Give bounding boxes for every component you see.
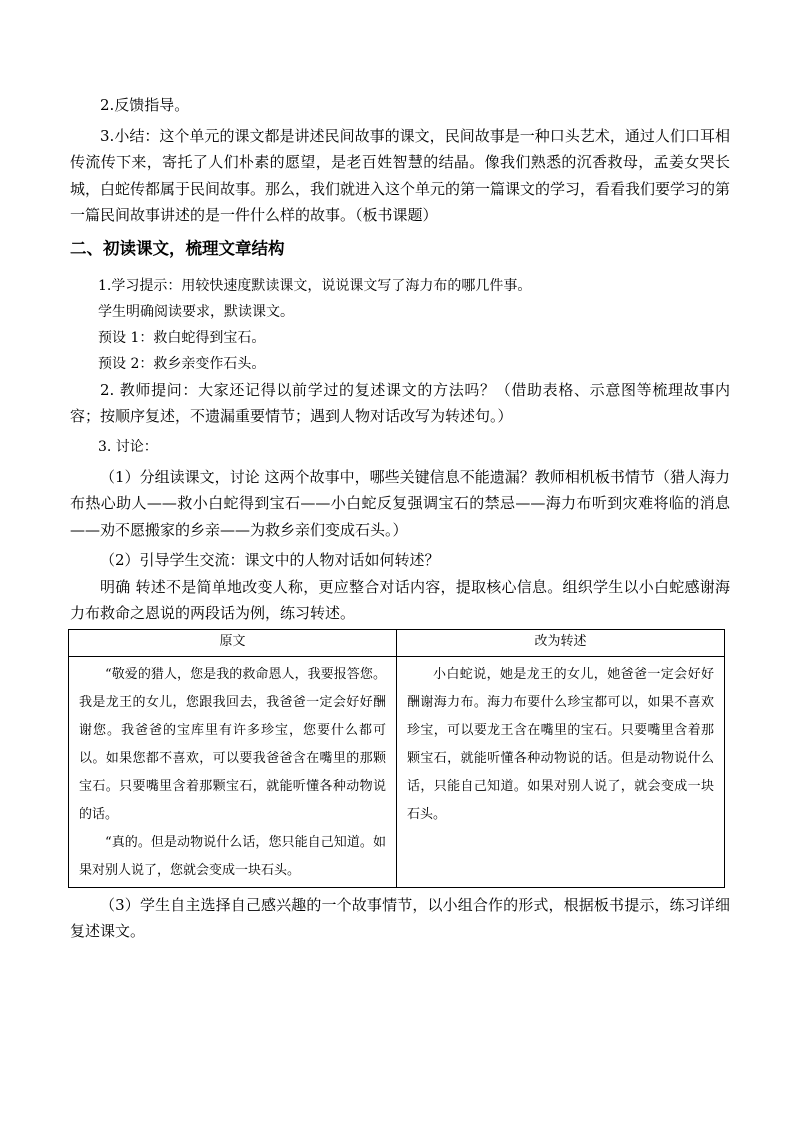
document-page <box>70 92 730 945</box>
paragraph-group-reading: （1）分组读课文，讨论 这两个故事中，哪些关键信息不能遗漏？教师相机板书情节（猎人海力布热心助人——救小白蛇得到宝石——小白蛇反复强调宝石的禁忌——海力布听到灾难将临的消息——劝不愿搬家的乡亲——为救乡亲们变成石头。） <box>70 467 730 539</box>
paragraph-guide-exchange: （2）引导学生交流：课文中的人物对话如何转述？ <box>100 551 440 569</box>
table-header-retell: 改为转述 <box>397 629 725 656</box>
paragraph-teacher-question: 2. 教师提问：大家还记得以前学过的复述课文的方法吗？（借助表格、示意图等梳理故事内容；按顺序复述，不遗漏重要情节；遇到人物对话改写为转述句。） <box>70 380 730 425</box>
paragraph-discussion: 3. 讨论： <box>98 438 158 455</box>
paragraph-read-requirement: 学生明确阅读要求，默读课文。 <box>98 303 294 320</box>
paragraph-feedback: 2.反馈指导。 <box>100 96 190 114</box>
paragraph-retell-practice: （3）学生自主选择自己感兴趣的一个故事情节，以小组合作的形式，根据板书提示，练习详细复述课文。 <box>70 895 730 940</box>
comparison-table <box>68 629 725 888</box>
retell-text: 小白蛇说，她是龙王的女儿，她爸爸一定会好好酬谢海力布。海力布要什么珍宝都可以，如果不喜欢珍宝，可以要龙王含在嘴里的宝石。只要嘴里含着那颗宝石，就能听懂各种动物说的话。但是动物说什么话，只能自己知道。如果对别人说了，就会变成一块石头。 <box>407 666 714 822</box>
paragraph-summary: 3.小结：这个单元的课文都是讲述民间故事的课文，民间故事是一种口头艺术，通过人们口耳相传流传下来，寄托了人们朴素的愿望，是老百姓智慧的结晶。像我们熟悉的沉香救母，孟姜女哭长城，白蛇传都属于民间故事。那么，我们就进入这个单元的第一篇课文的学习，看看我们要学习的第一篇民间故事讲述的是一件什么样的故事。（板书课题） <box>70 126 731 224</box>
table-header-original: 原文 <box>69 629 397 656</box>
paragraph-learning-tip: 1.学习提示：用较快速度默读课文，说说课文写了海力布的哪几件事。 <box>98 277 532 294</box>
table-cell-retell <box>397 656 725 887</box>
paragraph-preset-2: 预设 2：救乡亲变作石头。 <box>98 355 266 372</box>
paragraph-clarify: 明确 转述不是简单地改变人称，更应整合对话内容，提取核心信息。组织学生以小白蛇感谢海力布救命之恩说的两段话为例，练习转述。 <box>70 577 730 622</box>
paragraph-preset-1: 预设 1：救白蛇得到宝石。 <box>98 329 266 346</box>
table-header-row <box>69 629 725 656</box>
original-text-2: “真的。但是动物说什么话，您只能自己知道。如果对别人说了，您就会变成一块石头。 <box>79 834 386 878</box>
table-row <box>69 656 725 887</box>
section-heading: 二、初读课文，梳理文章结构 <box>70 238 285 258</box>
original-text-1: “敬爱的猎人，您是我的救命恩人，我要报答您。我是龙王的女儿，您跟我回去，我爸爸一定会好好酬谢您。我爸爸的宝库里有许多珍宝，您要什么都可以。如果您都不喜欢，可以要我爸爸含在嘴里的那颗宝石。只要嘴里含着那颗宝石，就能听懂各种动物说的话。 <box>79 666 386 822</box>
table-cell-original <box>69 656 397 887</box>
